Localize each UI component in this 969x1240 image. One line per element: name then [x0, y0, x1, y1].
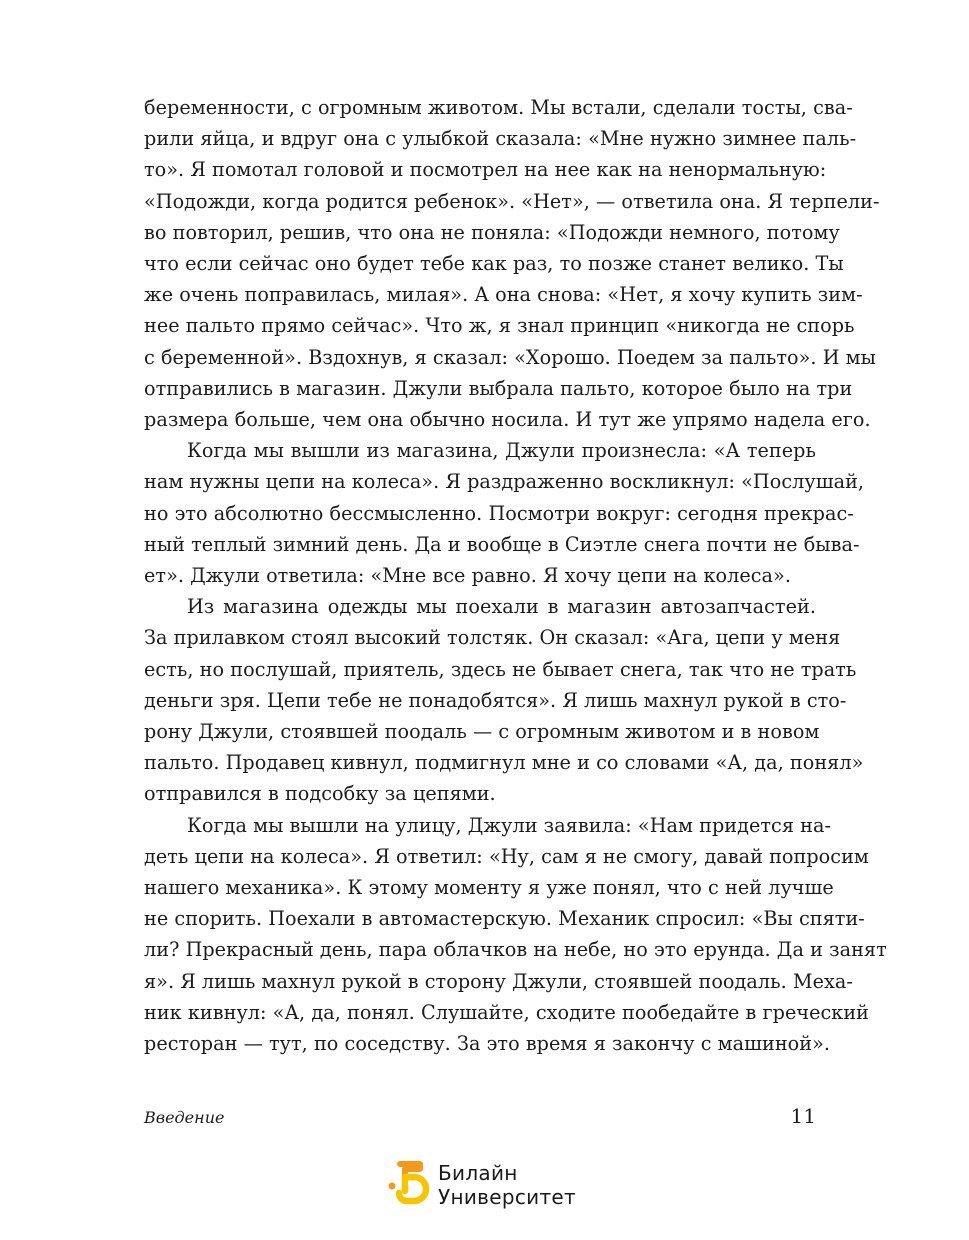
text-line: во повторил, решив, что она не поняла: «Подожди немного, потому — [144, 220, 840, 244]
text-line: ник кивнул: «А, да, понял. Слушайте, сходите пообедайте в греческий — [144, 1000, 870, 1024]
section-title: Введение — [144, 1108, 225, 1127]
text-line: то». Я помотал головой и посмотрел на нее как на ненормальную: — [144, 158, 827, 182]
text-line: отправился в подсобку за цепями. — [144, 782, 496, 806]
text-line: но это абсолютно бессмысленно. Посмотри вокруг: сегодня прекрас- — [144, 501, 854, 525]
page-number: 11 — [790, 1104, 816, 1128]
text-line: размера больше, чем она обычно носила. И тут же упрямо надела его. — [144, 408, 871, 432]
text-line: нашего механика». К этому моменту я уже понял, что с ней лучше — [144, 876, 834, 900]
text-line: ет». Джули ответила: «Мне все равно. Я хочу цепи на колеса». — [144, 564, 791, 588]
text-line: ресторан — тут, по соседству. За это время я закончу с машиной». — [144, 1032, 831, 1056]
text-line: не спорить. Поехали в автомастерскую. Механик спросил: «Вы спяти- — [144, 907, 865, 931]
text-line: Когда мы вышли на улицу, Джули заявила: «Нам придется на- — [187, 813, 832, 837]
text-line: ный теплый зимний день. Да и вообще в Сиэтле снега почти не быва- — [144, 532, 860, 556]
brand-name — [438, 1161, 576, 1209]
text-line: рону Джули, стоявшей поодаль — с огромным животом и в новом — [144, 720, 820, 744]
text-line: «Подожди, когда родится ребенок». «Нет», — ответила она. Я терпели- — [144, 189, 880, 213]
text-line: есть, но послушай, приятель, здесь не бывает снега, так что не трать — [144, 657, 857, 681]
brand-logo — [386, 1160, 596, 1210]
text-line: отправились в магазин. Джули выбрала пальто, которое было на три — [144, 376, 853, 400]
text-line: рили яйца, и вдруг она с улыбкой сказала: «Мне нужно зимнее паль- — [144, 127, 857, 151]
paragraph-3 — [144, 591, 864, 809]
page-body — [144, 92, 887, 1059]
text-line: деньги зря. Цепи тебе не понадобятся». Я лишь махнул рукой в сто- — [144, 688, 847, 712]
text-line: нее пальто прямо сейчас». Что ж, я знал принцип «никогда не спорь — [144, 314, 855, 338]
text-line: За прилавком стоял высокий толстяк. Он сказал: «Ага, цепи у меня — [144, 626, 841, 650]
text-line: ли? Прекрасный день, пара облачков на небе, но это ерунда. Да и занят — [144, 938, 887, 962]
brand-line-2: Университет — [438, 1185, 576, 1209]
text-line: Из магазина одежды мы поехали в магазин автозапчастей. — [187, 595, 816, 619]
paragraph-4 — [144, 810, 887, 1060]
text-line: беременности, с огромным животом. Мы встали, сделали тосты, сва- — [144, 96, 853, 119]
text-line: же очень поправилась, милая». А она снова: «Нет, я хочу купить зим- — [144, 283, 863, 307]
text-line: деть цепи на колеса». Я ответил: «Ну, сам я не смогу, давай попросим — [144, 844, 869, 868]
paragraph-1 — [144, 92, 880, 435]
brand-line-1: Билайн — [438, 1161, 518, 1185]
text-line: Когда мы вышли из магазина, Джули произнесла: «А теперь — [187, 439, 816, 463]
text-line: что если сейчас оно будет тебе как раз, то позже станет велико. Ты — [144, 252, 844, 276]
paragraph-2 — [144, 435, 865, 591]
text-line: с беременной». Вздохнув, я сказал: «Хорошо. Поедем за пальто». И мы — [144, 345, 876, 369]
page-footer — [144, 1104, 816, 1134]
text-line: я». Я лишь махнул рукой в сторону Джули, стоявшей поодаль. Меха- — [144, 969, 853, 993]
text-line: нам нужны цепи на колеса». Я раздраженно воскликнул: «Послушай, — [144, 470, 865, 494]
beeline-logo-icon — [386, 1160, 434, 1208]
text-line: пальто. Продавец кивнул, подмигнул мне и со словами «А, да, понял» — [144, 751, 864, 775]
